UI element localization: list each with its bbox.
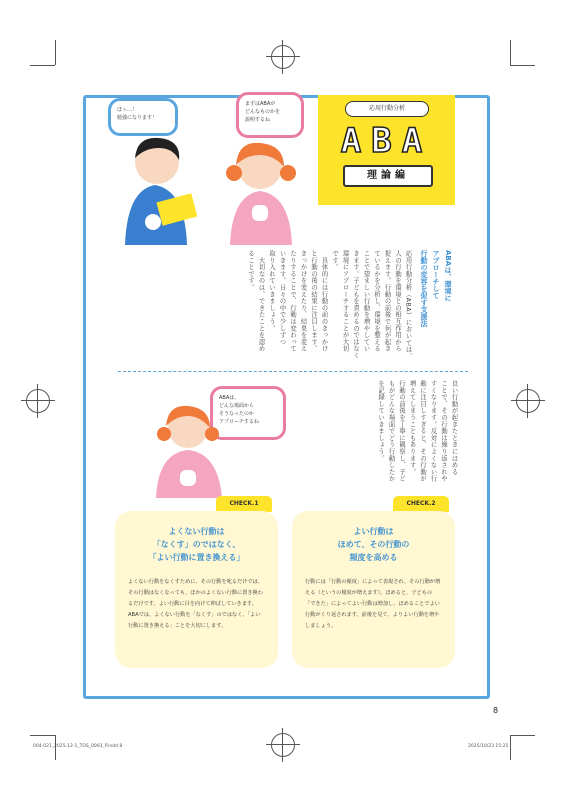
registration-mark-top: [271, 45, 295, 69]
lower-column: ことで、その行動は繰り返されや: [440, 380, 447, 482]
registration-mark-bottom: [271, 733, 295, 757]
upper-column: です。: [331, 250, 338, 271]
upper-column: 具体的には行動の前のきっかけ: [320, 250, 328, 352]
check1-title: よくない行動は 「なくす」のではなく、 「よい行動に置き換える」: [148, 527, 245, 562]
crop-mark: [510, 65, 535, 66]
crop-mark: [55, 40, 56, 65]
lower-column: もがどんな場面でどう行動したか: [387, 380, 395, 482]
footer-file-info: 004-021_2025-12-1_TOS_0003_P.indd 8: [33, 744, 123, 749]
upper-column: 大切なのは、できたことを認め: [257, 250, 265, 352]
girl-illustration-middle: [140, 398, 240, 498]
upper-column: 環境にアプローチすることが大切: [341, 250, 349, 352]
check1-card: [115, 511, 278, 668]
upper-column: ているかを分析し、環境を整える: [373, 250, 380, 352]
crop-mark: [510, 735, 511, 760]
check2-title: よい行動は ほめて、その行動の 頻度を高める: [337, 527, 410, 562]
girl-illustration-top: [210, 135, 320, 245]
crop-mark: [30, 735, 55, 736]
aba-badge: 応用行動分析: [345, 101, 429, 117]
upper-column: 応用行動分析（ABA）においては、: [404, 250, 412, 360]
section-heading-3: 行動の変容を促す支援法: [420, 250, 428, 327]
aba-subtitle: 理論編: [343, 165, 433, 187]
upper-column: と行動の後の結果に注目します。: [310, 250, 317, 352]
crop-mark: [30, 65, 55, 66]
check2-card: [292, 511, 455, 668]
girl-speech-bubble-top: まずはABAが どんなものかを 説明するね: [236, 92, 304, 138]
section-heading-1: ABAは、環境に: [444, 250, 452, 302]
check2-body: 行動には「行動の頻度」によって表現され、その行動が増える（というの頻度が増えます）。ほめると、子どもの「できた」によってよい行動は増加し、ほめることでよい行動がくり返されます。前後を見て、よりよい行動を増やしましょう。: [305, 579, 441, 629]
upper-column: きます。子どもを責めるのではなく: [352, 250, 359, 359]
crop-mark: [510, 735, 535, 736]
registration-mark-right: [516, 389, 540, 413]
check2-tab: CHECK.2: [393, 496, 449, 512]
upper-column: ことで望ましい行動を増やしてい: [362, 250, 370, 352]
lower-column: 動に注目しすぎると、その行動が: [419, 380, 426, 482]
upper-column: 捉えます。行動の前後で何が起き: [383, 250, 391, 352]
girl-speech-bubble-middle: ABAは、 どんな場面から そうなったのか アプローチするね: [210, 386, 286, 440]
upper-column: ることです。: [247, 250, 254, 291]
aba-title-block: [318, 95, 455, 205]
upper-column: たりすることで、行動は変わって: [289, 250, 296, 352]
upper-column: 人の行動を環境との相互作用から: [394, 250, 401, 352]
crop-mark: [510, 40, 511, 65]
section-heading-2: アプローチして: [432, 250, 440, 299]
upper-column: 取り入れていきましょう。: [268, 250, 275, 332]
section-divider: [118, 371, 468, 372]
check1-tab: CHECK.1: [216, 496, 272, 512]
lower-column: 良い行動が起きたときにほめる: [450, 380, 458, 476]
footer-timestamp: 2025/10/23 15:25: [468, 744, 509, 749]
lower-column: 行動の前後を丁寧に観察し、子ど: [398, 380, 405, 482]
page-number: 8: [493, 706, 499, 715]
lower-column: 増えてしまうこともあります。: [408, 380, 416, 476]
upper-column: いきます。日々の中で少しずつ: [278, 250, 286, 346]
upper-column: きっかけを変えたり、結果を変え: [299, 250, 307, 352]
lower-column: すくなります。反対によくない行: [429, 380, 437, 482]
lower-column: を記録していきましょう。: [377, 380, 384, 462]
registration-mark-left: [26, 389, 50, 413]
check1-body: よくない行動をなくすために、その行動を叱るだけでは、その行動はなくなっても、ほかのよくない行動に置き換わるだけです。よい行動に目を向けて伸ばしていきます。ABAでは、よくない行動を「なくす」のではなく、「よい行動に置き換える」ことを大切にします。: [128, 579, 263, 629]
aba-title: ABA: [340, 121, 433, 161]
boy-speech-bubble: ほぅ…！ 勉強になります！: [108, 98, 178, 136]
boy-illustration: [115, 130, 205, 245]
